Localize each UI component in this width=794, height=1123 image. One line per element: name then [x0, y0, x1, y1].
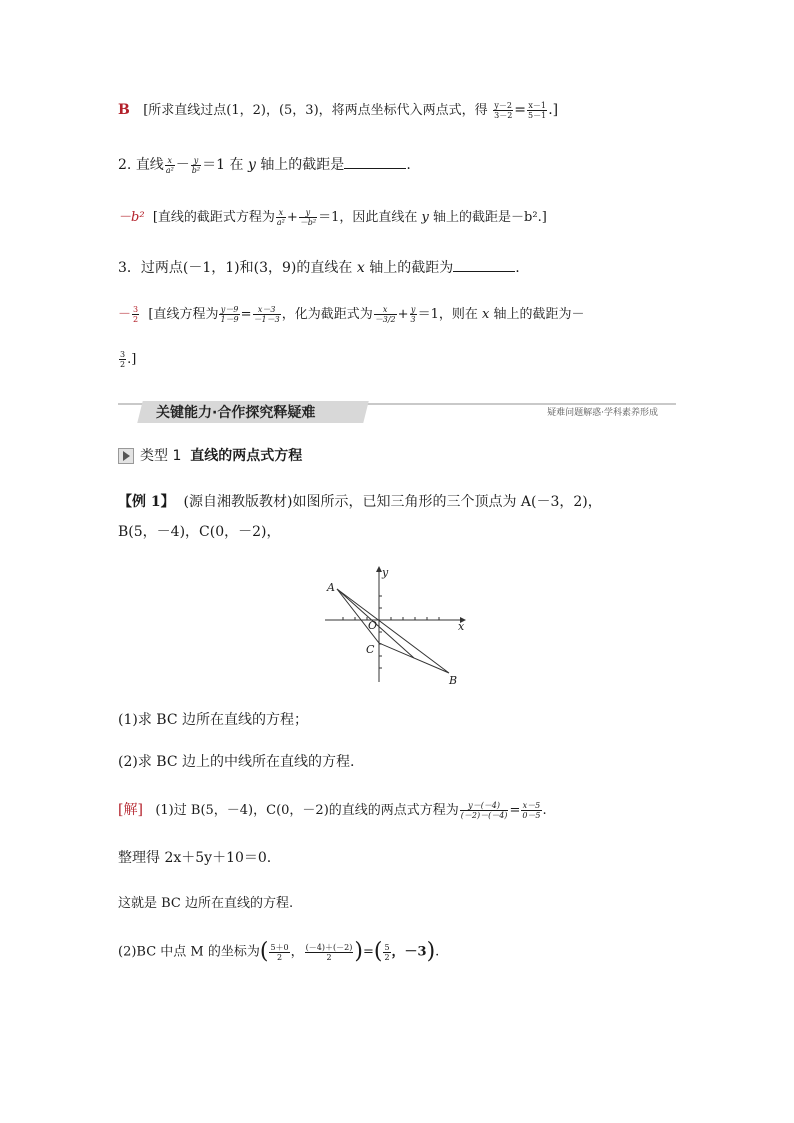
- answer-letter: B: [118, 102, 130, 118]
- answer-text: [所求直线过点(1，2)，(5，3)，将两点坐标代入两点式，得: [143, 103, 488, 118]
- answer-value: － $\frac{3}{2}$: [118, 305, 139, 324]
- banner-subtitle: 疑难问题解惑·学科素养形成: [547, 408, 658, 418]
- solution-line-4: (2)BC 中点 M 的坐标为( $\frac{5+0}{2}$ ， $\frac{(-4)+(-2)}{2}$ )=( $\frac{5}{2}$ ，－3).: [118, 939, 440, 964]
- triangle-figure: [322, 564, 472, 688]
- fraction: $\frac{y-9}{1-9}$: [220, 305, 239, 324]
- fraction: $\frac{y}{3}$: [410, 305, 416, 324]
- solution-line-2: 整理得 2x＋5y＋10＝0.: [118, 850, 272, 866]
- fraction: $\frac{x}{\text{a²}}$: [165, 155, 174, 175]
- question-3: 3．过两点(－1，1)和(3，9)的直线在 x 轴上的截距为 .: [118, 257, 520, 278]
- q3-answer-cont: $\frac{3}{2}$ .]: [120, 350, 137, 369]
- example-tag: 【例 1】: [118, 494, 175, 510]
- label-c: C: [366, 643, 375, 656]
- solution-line-1: [解] (1)过 B(5，－4)，C(0，－2)的直线的两点式方程为 $\frac{y-(-4)}{(-2)-(-4)}$ = $\frac{x-5}{0-5}$ .: [118, 801, 547, 820]
- play-icon: [118, 448, 134, 464]
- answer-value: －b²: [118, 210, 145, 225]
- label-y: y: [382, 566, 389, 579]
- answer-blank: [453, 257, 515, 272]
- banner-title: 关键能力·合作探究释疑难: [156, 405, 316, 421]
- label-a: A: [327, 581, 335, 594]
- fraction: $\frac{y-(-4)}{(-2)-(-4)}$: [460, 801, 508, 820]
- type-heading: 类型 1 直线的两点式方程: [118, 446, 302, 466]
- fraction: $\frac{x-3}{-1-3}$: [253, 305, 280, 324]
- label-x: x: [458, 620, 465, 633]
- fraction: $\frac{5+0}{2}$: [270, 942, 289, 962]
- fraction: $\frac{3}{2}$: [120, 350, 126, 369]
- label-o: O: [368, 619, 378, 632]
- fraction: $\frac{y-2}{3-2}$: [494, 100, 513, 120]
- part-1: (1)求 BC 边所在直线的方程；: [118, 712, 308, 728]
- solution-line-3: 这就是 BC 边所在直线的方程.: [118, 896, 294, 911]
- label-b: B: [449, 674, 458, 687]
- fraction: $\frac{y}{\text{－b²}}$: [299, 208, 317, 227]
- q2-answer: －b² [直线的截距式方程为 $\frac{x}{\text{a²}}$ + $\frac{y}{\text{－b²}}$ ＝1，因此直线在 y 轴上的截距是－b².]: [118, 208, 547, 227]
- question-2: 2. 直线 $\frac{x}{\text{a²}}$ － $\frac{y}{\text{b²}}$ ＝1 在 y 轴上的截距是 .: [118, 155, 411, 175]
- fraction: $\frac{(-4)+(-2)}{2}$: [305, 942, 353, 962]
- fraction: $\frac{x-5}{0-5}$: [522, 801, 541, 820]
- example-line-2: B(5，－4)，C(0，－2)，: [118, 524, 281, 540]
- q3-answer: － $\frac{3}{2}$ [直线方程为 $\frac{y-9}{1-9}$ = $\frac{x-3}{-1-3}$ ，化为截距式为 $\frac{x}{-3/2}$ + $\frac{y}{3}$ ＝1，则在 x 轴上的截距为－: [118, 305, 585, 324]
- triangle-abc: [337, 589, 449, 673]
- fraction: $\frac{x}{\text{a²}}$: [276, 208, 285, 227]
- section-banner: [118, 398, 676, 424]
- fraction: $\frac{5}{2}$: [384, 942, 390, 962]
- q1-answer: B [所求直线过点(1，2)，(5，3)，将两点坐标代入两点式，得 $\frac{y-2}{3-2}$ = $\frac{x-1}{5-1}$ .]: [118, 100, 559, 120]
- fraction: $\frac{x-1}{5-1}$: [528, 100, 547, 120]
- fraction: $\frac{y}{\text{b²}}$: [191, 155, 201, 175]
- example-line-1: 【例 1】 (源自湘教版教材)如图所示，已知三角形的三个顶点为 A(－3，2)，: [118, 494, 602, 510]
- answer-blank: [344, 154, 406, 169]
- part-2: (2)求 BC 边上的中线所在直线的方程.: [118, 754, 355, 770]
- solution-tag: [解]: [118, 802, 143, 818]
- fraction: $\frac{x}{-3/2}$: [374, 305, 396, 324]
